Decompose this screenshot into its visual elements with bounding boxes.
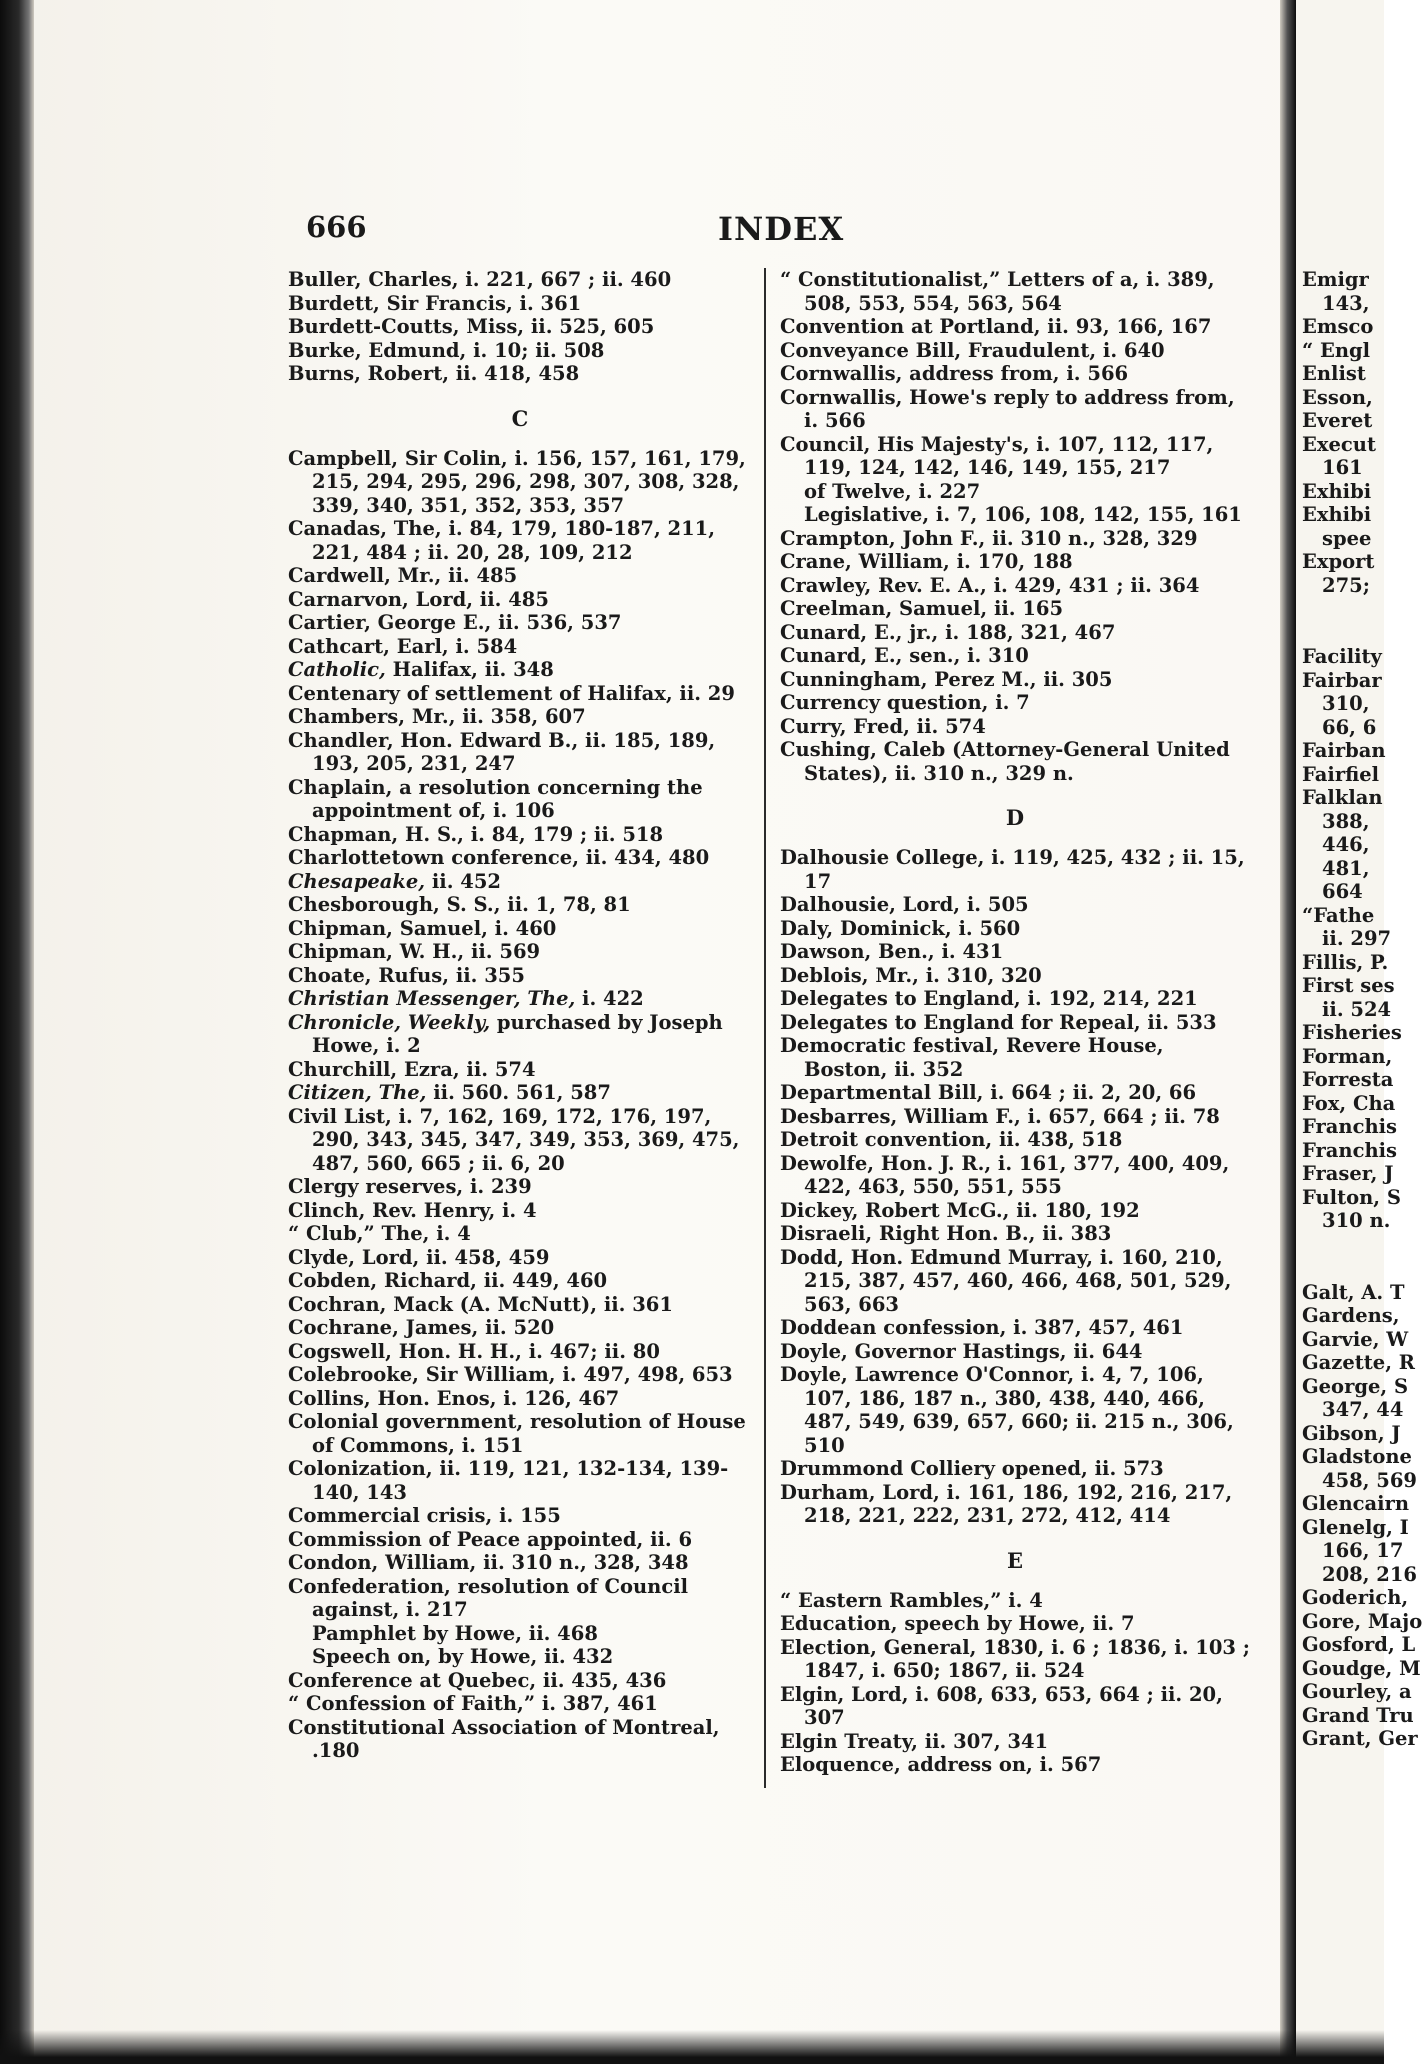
page-number: 666 (306, 210, 367, 244)
entry-italic-title: Christian Messenger, The, (288, 987, 576, 1010)
index-column-right (780, 268, 1250, 1777)
index-entry: Burdett, Sir Francis, i. 361 (288, 291, 582, 315)
index-entry: Chapman, H. S., i. 84, 179 ; ii. 518 (288, 822, 664, 846)
adjacent-page-fragment: Goderich, (1302, 1586, 1409, 1609)
index-entry: Cochran, Mack (A. McNutt), ii. 361 (288, 1292, 673, 1316)
index-entry: Democratic festival, Revere House, Boston, ii. 352 (780, 1034, 1164, 1081)
adjacent-page-fragment: Fulton, S (1302, 1185, 1401, 1209)
adjacent-page-fragment: Fox, Cha (1302, 1091, 1396, 1115)
index-subentry: Legislative, i. 7, 106, 108, 142, 155, 161 (804, 503, 1242, 526)
index-entry (288, 870, 752, 894)
adjacent-page-fragment: Glenelg, I (1302, 1515, 1409, 1539)
index-entry: “ Club,” The, i. 4 (288, 1222, 471, 1245)
index-entry: Dalhousie College, i. 119, 425, 432 ; ii. 15, 17 (780, 846, 1245, 893)
index-entry: Cobden, Richard, ii. 449, 460 (288, 1269, 608, 1292)
adjacent-page-fragment: Franchis (1302, 1115, 1398, 1138)
adjacent-page-fragment: Exhibi (1302, 503, 1372, 526)
adjacent-page-fragment: “ Engl (1302, 338, 1371, 362)
adjacent-page-fragment: Esson, (1302, 385, 1373, 409)
adjacent-page-fragment: Export (1302, 550, 1375, 573)
index-entry (288, 1081, 752, 1105)
adjacent-page-fragment: 310 n. (1322, 1209, 1391, 1232)
adjacent-page-fragment: Gazette, R (1302, 1351, 1415, 1374)
index-entry: Conveyance Bill, Fraudulent, i. 640 (780, 338, 1165, 362)
index-entry: Delegates to England, i. 192, 214, 221 (780, 987, 1198, 1010)
index-entry: Churchill, Ezra, ii. 574 (288, 1057, 536, 1081)
adjacent-page-fragment: Facility (1302, 645, 1382, 668)
adjacent-page-fragment: 446, (1322, 833, 1370, 856)
entry-italic-title: Citizen, The, (288, 1081, 427, 1104)
adjacent-page-fragment: Forman, (1302, 1044, 1393, 1068)
index-entry: Buller, Charles, i. 221, 667 ; ii. 460 (288, 268, 672, 291)
adjacent-page-fragment: 66, 6 (1322, 715, 1377, 739)
index-entry: Eloquence, address on, i. 567 (780, 1753, 1102, 1776)
adjacent-page-fragment: Franchis (1302, 1138, 1398, 1162)
index-entry: Detroit convention, ii. 438, 518 (780, 1128, 1123, 1151)
index-entry (288, 1011, 752, 1058)
index-entry: Civil List, i. 7, 162, 169, 172, 176, 197, 290, 343, 345, 347, 349, 353, 369, 475, 487, 560, 665 ; ii. 6, 20 (288, 1104, 740, 1175)
adjacent-page-fragment: Emsco (1302, 315, 1374, 338)
index-subentry: Pamphlet by Howe, ii. 468 (312, 1621, 598, 1645)
index-entry: Constitutional Association of Montreal, .180 (288, 1715, 720, 1762)
column-divider (764, 268, 766, 1788)
index-entry: Cathcart, Earl, i. 584 (288, 634, 518, 658)
index-entry: Desbarres, William F., i. 657, 664 ; ii. 78 (780, 1104, 1220, 1128)
adjacent-page-fragment: Galt, A. T (1302, 1280, 1405, 1304)
adjacent-page-fragment: 388, (1322, 809, 1370, 833)
index-entry: Commercial crisis, i. 155 (288, 1504, 561, 1527)
index-entry: Creelman, Samuel, ii. 165 (780, 597, 1064, 620)
adjacent-page-fragment: Fairban (1302, 739, 1386, 762)
entry-italic-title: Chronicle, Weekly, (288, 1010, 491, 1034)
index-entry (288, 987, 752, 1011)
adjacent-page-fragment: 664 (1322, 880, 1363, 903)
index-entry: Education, speech by Howe, ii. 7 (780, 1612, 1135, 1635)
book-binding-shadow (0, 0, 34, 2064)
index-entry: Collins, Hon. Enos, i. 126, 467 (288, 1386, 620, 1410)
index-entry: Deblois, Mr., i. 310, 320 (780, 963, 1042, 987)
index-entry: Delegates to England for Repeal, ii. 533 (780, 1010, 1217, 1034)
index-entry: Chandler, Hon. Edward B., ii. 185, 189, 193, 205, 231, 247 (288, 728, 716, 775)
index-entry: Colonization, ii. 119, 121, 132-134, 139-140, 143 (288, 1457, 729, 1504)
adjacent-page-fragment: First ses (1302, 974, 1395, 997)
index-entry: Confederation, resolution of Council against, i. 217 (288, 1574, 689, 1621)
index-entry: Burdett-Coutts, Miss, ii. 525, 605 (288, 315, 655, 338)
index-entry: Colonial government, resolution of House of Commons, i. 151 (288, 1410, 746, 1457)
index-entry: Convention at Portland, ii. 93, 166, 167 (780, 315, 1212, 338)
entry-text: i. 422 (575, 987, 644, 1010)
index-entry: Charlottetown conference, ii. 434, 480 (288, 846, 710, 869)
adjacent-page-fragment: ii. 297 (1322, 927, 1392, 950)
index-entry: Cunningham, Perez M., ii. 305 (780, 667, 1113, 691)
adjacent-page-fragment: Goudge, M (1302, 1656, 1421, 1680)
entry-text: Halifax, ii. 348 (385, 658, 554, 681)
index-entry: Durham, Lord, i. 161, 186, 192, 216, 217, 218, 221, 222, 231, 272, 412, 414 (780, 1480, 1233, 1527)
index-entry: Cornwallis, address from, i. 566 (780, 362, 1129, 385)
index-entry: Cochrane, James, ii. 520 (288, 1316, 555, 1339)
adjacent-page-fragment: Execut (1302, 432, 1376, 456)
adjacent-page-fragment: 143, (1322, 291, 1370, 315)
adjacent-page-fragment: Gosford, L (1302, 1633, 1416, 1656)
index-entry: Cardwell, Mr., ii. 485 (288, 564, 518, 587)
adjacent-page-fragment: 208, 216 (1322, 1562, 1417, 1586)
index-entry: Chipman, Samuel, i. 460 (288, 916, 557, 940)
index-entry: Condon, William, ii. 310 n., 328, 348 (288, 1551, 689, 1574)
index-entry: Election, General, 1830, i. 6 ; 1836, i. 103 ; 1847, i. 650; 1867, ii. 524 (780, 1635, 1250, 1682)
index-entry: Colebrooke, Sir William, i. 497, 498, 653 (288, 1363, 733, 1386)
adjacent-page-fragment: Grand Tru (1302, 1703, 1414, 1727)
index-subentry: of Twelve, i. 227 (804, 479, 981, 503)
index-entry: Carnarvon, Lord, ii. 485 (288, 587, 549, 611)
index-entry: Clergy reserves, i. 239 (288, 1175, 532, 1198)
adjacent-page-fragment: Gourley, a (1302, 1680, 1412, 1703)
adjacent-page-fragment: Fairbar (1302, 668, 1382, 692)
adjacent-page-fragment: Garvie, W (1302, 1327, 1409, 1351)
index-entry: Crawley, Rev. E. A., i. 429, 431 ; ii. 364 (780, 573, 1200, 597)
adjacent-page-fragment: 347, 44 (1322, 1398, 1404, 1421)
index-entry: Disraeli, Right Hon. B., ii. 383 (780, 1222, 1112, 1245)
index-entry: Dodd, Hon. Edmund Murray, i. 160, 210, 215, 387, 457, 460, 466, 468, 501, 529, 563, 663 (780, 1245, 1232, 1316)
adjacent-page-fragment: Fillis, P. (1302, 950, 1389, 974)
index-entry: Dewolfe, Hon. J. R., i. 161, 377, 400, 409, 422, 463, 550, 551, 555 (780, 1151, 1230, 1198)
index-entry: Currency question, i. 7 (780, 691, 1030, 714)
adjacent-page-fragment: 310, (1322, 692, 1370, 715)
index-entry: Burns, Robert, ii. 418, 458 (288, 362, 580, 385)
index-entry: Dawson, Ben., i. 431 (780, 940, 1004, 963)
index-entry: Cornwallis, Howe's reply to address from, i. 566 (780, 385, 1235, 432)
index-entry: Commission of Peace appointed, ii. 6 (288, 1527, 693, 1551)
index-entry: Centenary of settlement of Halifax, ii. 29 (288, 681, 735, 705)
index-entry: Council, His Majesty's, i. 107, 112, 117, 119, 124, 142, 146, 149, 155, 217 (780, 432, 1214, 479)
index-entry: Dickey, Robert McG., ii. 180, 192 (780, 1198, 1140, 1222)
adjacent-page-fragment: 275; (1322, 573, 1370, 597)
adjacent-page-fragment: Gardens, (1302, 1304, 1400, 1327)
index-entry: Chipman, W. H., ii. 569 (288, 940, 541, 963)
index-entry: Chaplain, a resolution concerning the appointment of, i. 106 (288, 775, 703, 822)
index-entry: Elgin Treaty, ii. 307, 341 (780, 1729, 1049, 1753)
section-letter: E (1006, 1547, 1023, 1573)
adjacent-page-fragment: Forresta (1302, 1068, 1394, 1091)
adjacent-page-fragment: spee (1322, 526, 1372, 550)
index-entry: Cartier, George E., ii. 536, 537 (288, 611, 622, 634)
index-entry (288, 658, 752, 682)
index-entry: Departmental Bill, i. 664 ; ii. 2, 20, 66 (780, 1081, 1197, 1104)
adjacent-page-fragment: Fraser, J (1302, 1162, 1394, 1185)
adjacent-page-edge (1296, 0, 1422, 2064)
index-entry: Canadas, The, i. 84, 179, 180-187, 211, 221, 484 ; ii. 20, 28, 109, 212 (288, 517, 716, 564)
index-entry: Burke, Edmund, i. 10; ii. 508 (288, 338, 605, 362)
index-entry: Chesborough, S. S., ii. 1, 78, 81 (288, 893, 631, 916)
index-entry: Doddean confession, i. 387, 457, 461 (780, 1316, 1184, 1339)
adjacent-page-fragment: 458, 569 (1322, 1468, 1417, 1492)
index-entry: Conference at Quebec, ii. 435, 436 (288, 1668, 667, 1692)
adjacent-page-fragment: Fairfiel (1302, 762, 1380, 786)
bottom-shadow (0, 2030, 1384, 2064)
adjacent-page-fragment: Gibson, J (1302, 1421, 1401, 1445)
entry-text: ii. 560. 561, 587 (426, 1081, 611, 1104)
index-entry: “ Confession of Faith,” i. 387, 461 (288, 1692, 658, 1715)
entry-italic-title: Catholic, (288, 658, 386, 681)
index-subentry: Speech on, by Howe, ii. 432 (312, 1645, 614, 1668)
index-entry: Daly, Dominick, i. 560 (780, 916, 1021, 940)
index-entry: Chambers, Mr., ii. 358, 607 (288, 705, 586, 728)
adjacent-page-fragment: ii. 524 (1322, 997, 1392, 1021)
index-entry: Cogswell, Hon. H. H., i. 467; ii. 80 (288, 1339, 660, 1363)
adjacent-page-fragment: Falklan (1302, 786, 1383, 809)
index-entry: Doyle, Governor Hastings, ii. 644 (780, 1339, 1143, 1363)
index-entry: Crampton, John F., ii. 310 n., 328, 329 (780, 526, 1198, 550)
index-entry: Cunard, E., sen., i. 310 (780, 644, 1029, 667)
adjacent-page-fragment: George, S (1302, 1374, 1409, 1398)
index-entry: Doyle, Lawrence O'Connor, i. 4, 7, 106, 107, 186, 187 n., 380, 438, 440, 466, 487, 549, 639, 657, 660; ii. 215 n., 306, 510 (780, 1363, 1234, 1457)
adjacent-page-fragment: 481, (1322, 856, 1370, 880)
section-letter: D (1005, 805, 1025, 830)
adjacent-page-fragment: Grant, Ger (1302, 1727, 1418, 1750)
index-entry: Choate, Rufus, ii. 355 (288, 963, 525, 987)
entry-text: ii. 452 (425, 869, 501, 893)
index-column-left (288, 268, 752, 1763)
adjacent-page-fragment: Emigr (1302, 268, 1369, 291)
adjacent-page-fragment: “Fathe (1302, 903, 1375, 927)
index-entry: Clyde, Lord, ii. 458, 459 (288, 1245, 550, 1269)
adjacent-page-fragment: Gore, Majo (1302, 1609, 1422, 1633)
index-entry: Dalhousie, Lord, i. 505 (780, 893, 1029, 916)
entry-italic-title: Chesapeake, (288, 869, 426, 893)
adjacent-page-fragment: Gladstone (1302, 1445, 1412, 1468)
section-letter: C (511, 405, 529, 431)
index-entry: Crane, William, i. 170, 188 (780, 550, 1073, 573)
adjacent-page-fragment: 166, 17 (1322, 1539, 1404, 1562)
index-entry: Cushing, Caleb (Attorney-General United States), ii. 310 n., 329 n. (780, 738, 1230, 785)
index-entry: Drummond Colliery opened, ii. 573 (780, 1457, 1164, 1480)
index-entry: Cunard, E., jr., i. 188, 321, 467 (780, 620, 1116, 644)
adjacent-page-fragment: Everet (1302, 409, 1373, 432)
entry-text: purchased by Joseph Howe, i. 2 (312, 1010, 723, 1057)
index-entry: Clinch, Rev. Henry, i. 4 (288, 1198, 537, 1222)
adjacent-page-fragment: Enlist (1302, 362, 1366, 385)
index-entry: “ Eastern Rambles,” i. 4 (780, 1588, 1043, 1612)
adjacent-page-fragment: Glencairn (1302, 1492, 1410, 1515)
index-entry: Elgin, Lord, i. 608, 633, 653, 664 ; ii. 20, 307 (780, 1682, 1223, 1729)
adjacent-page-fragment: 161 (1322, 456, 1363, 479)
index-entry: Curry, Fred, ii. 574 (780, 714, 986, 738)
adjacent-page-fragment: Exhibi (1302, 479, 1372, 503)
index-entry: Campbell, Sir Colin, i. 156, 157, 161, 179, 215, 294, 295, 296, 298, 307, 308, 328, 339, 340, 351, 352, 353, 357 (288, 446, 746, 517)
adjacent-page-fragment: Fisheries (1302, 1021, 1402, 1044)
index-entry: “ Constitutionalist,” Letters of a, i. 389, 508, 553, 554, 563, 564 (780, 268, 1215, 315)
page-title: INDEX (718, 210, 845, 248)
page-gutter (1280, 0, 1296, 2064)
